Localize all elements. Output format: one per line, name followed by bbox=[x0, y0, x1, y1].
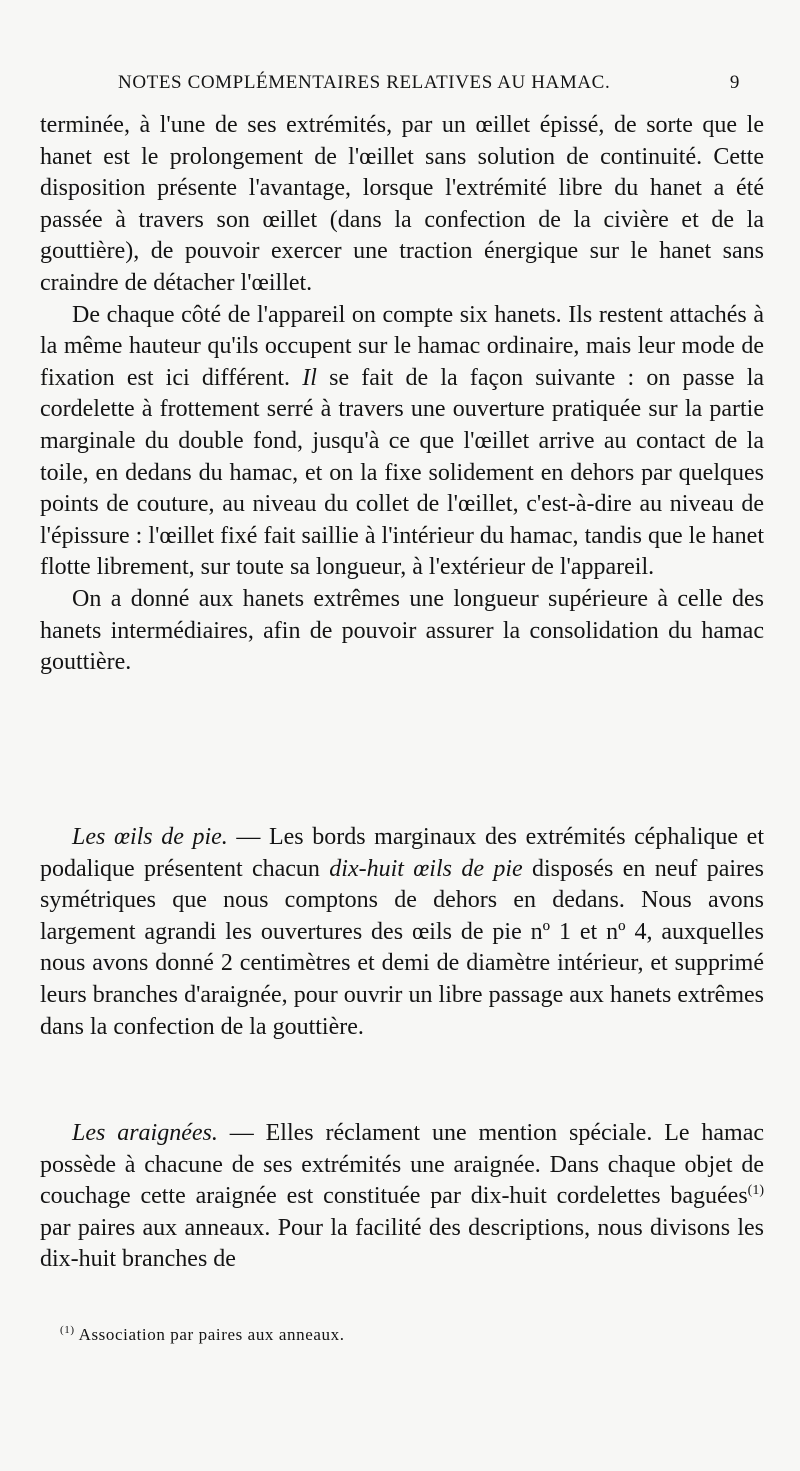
footnote bbox=[60, 1323, 345, 1347]
paragraph-araignees bbox=[40, 1118, 764, 1276]
footnote-text: Association par paires aux anneaux. bbox=[78, 1325, 345, 1344]
paragraph-hanets-italic: Il bbox=[302, 364, 317, 391]
running-title: NOTES COMPLÉMENTAIRES RELATIVES AU HAMAC. bbox=[118, 72, 611, 93]
footnote-reference: (1) bbox=[747, 1183, 764, 1199]
paragraph-hanets-part1: De chaque côté de l'appareil on compte six hanets. Ils restent attachés à la même hauteur qu'ils occupent sur le hamac ordinaire, mais leur mode de fixation est ici différent. bbox=[40, 301, 764, 391]
paragraph-oeils-emphasis: dix-huit œils de pie bbox=[329, 855, 523, 882]
section-heading-araignees: Les araignées. bbox=[72, 1120, 218, 1146]
paragraph-araignees-part2: par paires aux anneaux. Pour la facilité des descriptions, nous divisons les dix-huit branches de bbox=[40, 1214, 764, 1273]
paragraph-araignees-part1: — Elles réclament une mention spéciale. Le hamac possède à chacune de ses extrémités une araignée. Dans chaque objet de couchage cette araignée est constituée par dix-huit cordelettes baguées bbox=[40, 1120, 764, 1210]
paragraph-oeils-part1: — Les bords marginaux des extrémités céphalique et podalique présentent chacun bbox=[40, 824, 764, 882]
paragraph-oeils-part2: disposés en neuf paires symétriques que nous comptons de dehors en dedans. Nous avons largement agrandi les ouvertures des œils de pie nº 1 et nº 4, auxquelles nous avons donné 2 centimètres et demi de diamètre intérieur, et supprimé leurs branches d'araignée, pour ouvrir un libre passage aux hanets extrêmes dans la confection de la gouttière. bbox=[40, 855, 765, 1040]
paragraph-hanets bbox=[40, 300, 764, 584]
paragraph-oeils-de-pie bbox=[40, 822, 764, 1043]
page-number: 9 bbox=[729, 72, 740, 93]
paragraph-continued: terminée, à l'une de ses extrémités, par un œillet épissé, de sorte que le hanet est le prolongement de l'œillet sans solution de continuité. Cette disposition présente l'avantage, lorsque l'extrémité libre du hanet a été passée à travers son œillet (dans la confection de la civière et de la gouttière), de pouvoir exercer une traction énergique sur le hanet sans craindre de détacher l'œillet. bbox=[40, 112, 764, 296]
footnote-marker: (1) bbox=[60, 1324, 75, 1336]
section-heading-oeils-de-pie: Les œils de pie. bbox=[72, 824, 228, 850]
body-text-upper bbox=[40, 110, 764, 679]
paragraph-hanets-extremes: On a donné aux hanets extrêmes une longueur supérieure à celle des hanets intermédiaires, afin de pouvoir assurer la consolidation du hamac gouttière. bbox=[40, 585, 764, 676]
section-araignees bbox=[40, 1118, 764, 1276]
section-oeils-de-pie bbox=[40, 822, 764, 1043]
paragraph-hanets-part2: se fait de la façon suivante : on passe la cordelette à frottement serré à travers une ouverture pratiquée sur la partie marginale du double fond, jusqu'à ce que l'œillet arrive au contact de la toile, en dedans du hamac, et on la fixe solidement en dehors par quelques points de couture, au niveau du collet de l'œillet, c'est-à-dire au niveau de l'épissure : l'œillet fixé fait saillie à l'intérieur du hamac, tandis que le hanet flotte librement, sur toute sa longueur, à l'extérieur de l'appareil. bbox=[40, 364, 765, 581]
